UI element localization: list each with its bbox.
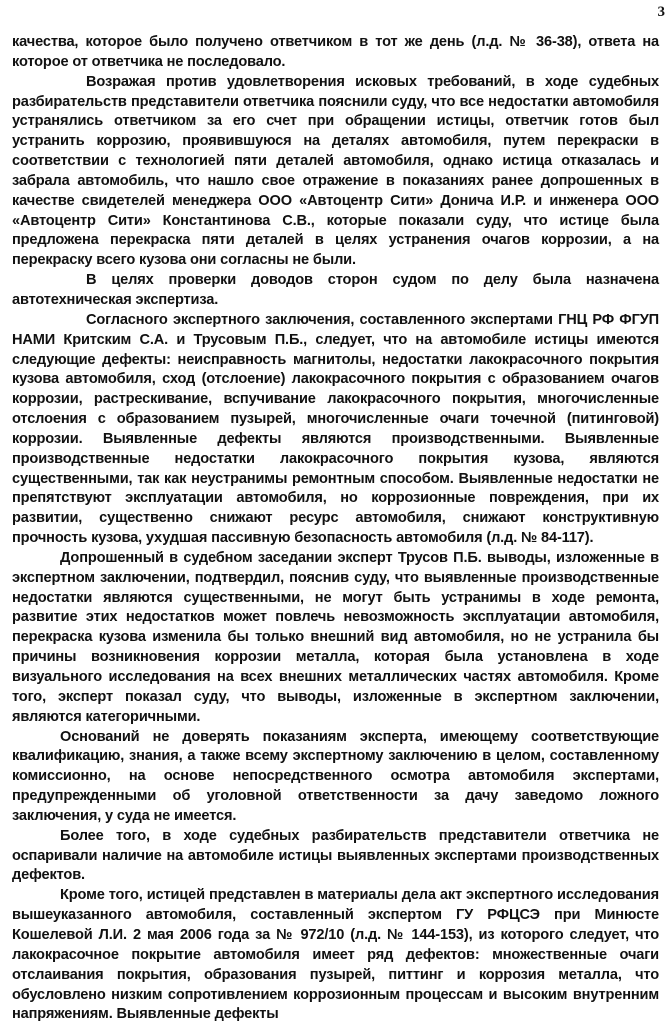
document-body	[12, 33, 659, 1025]
paragraph-expert-conclusion: Согласного экспертного заключения, составленного экспертами ГНЦ РФ ФГУП НАМИ Критским С.А. и Трусовым П.Б., следует, что на автомобиле истицы имеются следующие дефекты: неисправность магнитолы, недостатки лакокрасочного покрытия кузова автомобиля, сход (отслоение) лакокрасочного покрытия с образованием очагов коррозии, растрескивание, вспучивание лакокрасочного покрытия, многочисленные отслоения с образованием пузырей, многочисленные очаги точечной (питинговой) коррозии. Выявленные дефекты являются производственными. Выявленные производственные недостатки лакокрасочного покрытия кузова, являются существенными, так как неустранимы ремонтным способом. Выявленные недостатки не препятствуют эксплуатации автомобиля, но коррозионные повреждения, при их развитии, существенно снижают ресурс автомобиля, снижают конструктивную прочность кузова, ухудшая пассивную безопасность автомобиля (л.д. № 84-117).	[12, 311, 659, 547]
paragraph-defendant-not-disputed: Более того, в ходе судебных разбирательств представители ответчика не оспаривали наличие на автомобиле истицы выявленных экспертами производственных дефектов.	[12, 827, 659, 884]
paragraph-continuation: качества, которое было получено ответчиком в тот же день (л.д. № 36-38), ответа на которое от ответчика не последовало.	[12, 34, 659, 70]
paragraph-expert-testimony: Допрошенный в судебном заседании эксперт Трусов П.Б. выводы, изложенные в экспертном заключении, подтвердил, пояснив суду, что выявленные производственные недостатки являются существенными, не могут быть устранимы в ходе ремонта, развитие этих недостатков может повлечь невозможность эксплуатации автомобиля, перекраска кузова изменила бы только внешний вид автомобиля, но не устранила бы причины возникновения коррозии металла, которая была установлена в ходе визуального исследования на всех внешних металлических частях автомобиля. Кроме того, эксперт показал суду, что выводы, изложенные в экспертном заключении, являются категоричными.	[12, 549, 659, 725]
paragraph-defendant-objection: Возражая против удовлетворения исковых требований, в ходе судебных разбирательств представители ответчика пояснили суду, что все недостатки автомобиля устранялись ответчиком за его счет при обращении истицы, ответчик готов был устранить коррозию, проявившуюся на деталях автомобиля, путем перекраски в соответствии с технологией пяти деталей автомобиля, однако истица отказалась и забрала автомобиль, что нашло свое отражение в показаниях ранее допрошенных в качестве свидетелей менеджера ООО «Автоцентр Сити» Донича И.Р. и инженера ООО «Автоцентр Сити» Константинова С.В., которые показали суду, что истице была предложена перекраска пяти деталей в целях устранения очагов коррозии, а на перекраску всего кузова они согласны не были.	[12, 73, 659, 269]
paragraph-expert-study-act: Кроме того, истицей представлен в материалы дела акт экспертного исследования вышеуказанного автомобиля, составленный экспертом ГУ РФЦСЭ при Минюсте Кошелевой Л.И. 2 мая 2006 года за № 972/10 (л.д. № 144-153), из которого следует, что лакокрасочное покрытие автомобиля имеет ряд дефектов: множественные очаги отслаивания покрытия, образования пузырей, питтинг и коррозия металла, что обусловлено низким сопротивлением коррозионным процессам и высоким внутренним напряжениям. Выявленные дефекты	[12, 887, 659, 1023]
paragraph-no-grounds-to-distrust: Оснований не доверять показаниям эксперта, имеющему соответствующие квалификацию, знания, а также всему экспертному заключению в целом, составленному комиссионно, на основе непосредственного осмотра автомобиля экспертами, предупрежденными об уголовной ответственности за дачу заведомо ложного заключения, у суда не имеется.	[12, 728, 659, 824]
page-number: 3	[657, 4, 665, 20]
paragraph-expertise-ordered: В целях проверки доводов сторон судом по делу была назначена автотехническая экспертиза.	[12, 272, 659, 308]
